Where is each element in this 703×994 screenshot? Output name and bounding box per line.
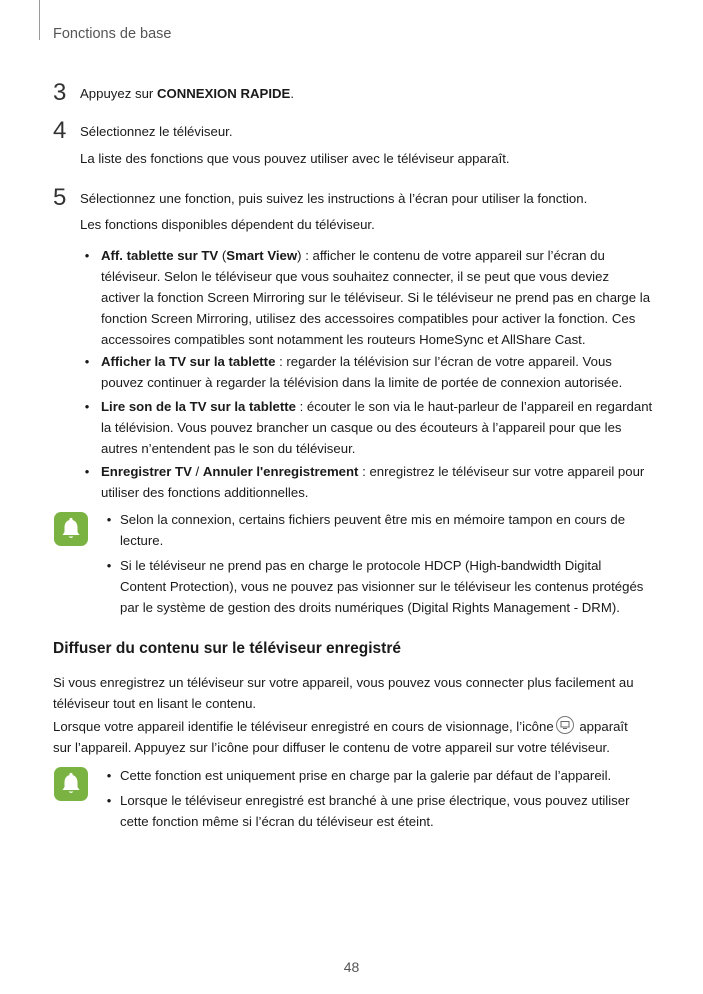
list-item-line: accessoires compatibles sont notamment les routeurs HomeSync et AllShare Cast.: [101, 332, 586, 347]
section-heading: Diffuser du contenu sur le téléviseur enregistré: [53, 640, 401, 657]
bullet: •: [106, 768, 112, 783]
step-number: 3: [53, 79, 67, 106]
list-item: Afficher la TV sur la tablette : regarder la télévision sur l’écran de votre appareil. Vous: [101, 354, 612, 369]
bullet: •: [106, 558, 112, 573]
bullet: •: [106, 512, 112, 527]
note-item-line: lecture.: [120, 533, 164, 548]
list-item: Enregistrer TV / Annuler l'enregistrement : enregistrez le téléviseur sur votre appareil pour: [101, 464, 645, 479]
section-header: Fonctions de base: [53, 26, 172, 42]
step-4-text: Sélectionnez le téléviseur.: [80, 124, 233, 139]
note-item: Si le téléviseur ne prend pas en charge le protocole HDCP (High-bandwidth Digital: [120, 558, 602, 573]
page-number: 48: [343, 959, 360, 975]
screen-cast-icon: [556, 716, 574, 734]
list-item-line: la télévision. Vous pouvez brancher un casque ou des écouteurs à l’appareil pour que les: [101, 420, 622, 435]
note-item-line: cette fonction même si l’écran du téléviseur est éteint.: [120, 814, 434, 829]
paragraph-line: Lorsque votre appareil identifie le téléviseur enregistré en cours de visionnage, l’icône apparaît: [53, 716, 628, 737]
bell-icon: [54, 767, 88, 801]
note-item: Selon la connexion, certains fichiers peuvent être mis en mémoire tampon en cours de: [120, 512, 626, 527]
list-item: Lire son de la TV sur la tablette : écouter le son via le haut-parleur de l’appareil en regardant: [101, 399, 653, 414]
note-item: Lorsque le téléviseur enregistré est branché à une prise électrique, vous pouvez utiliser: [120, 793, 630, 808]
note-item: Cette fonction est uniquement prise en charge par la galerie par défaut de l’appareil.: [120, 768, 612, 783]
list-item-line: téléviseur. Selon le téléviseur que vous souhaitez connecter, il se peut que vous deviez: [101, 269, 610, 284]
note-item-line: Content Protection), vous ne pouvez pas visionner sur le téléviseur les contenus protégés: [120, 579, 644, 594]
paragraph-line: Si vous enregistrez un téléviseur sur votre appareil, vous pouvez vous connecter plus facilement au: [53, 675, 634, 690]
paragraph-line: sur l’appareil. Appuyez sur l’icône pour diffuser le contenu de votre appareil sur votre téléviseur.: [53, 740, 610, 755]
step-4-detail: La liste des fonctions que vous pouvez utiliser avec le téléviseur apparaît.: [80, 151, 510, 166]
step-number: 4: [53, 117, 67, 144]
list-item-line: pouvez continuer à regarder la télévision dans la limite de portée de connexion autorisée.: [101, 375, 623, 390]
bullet: •: [84, 399, 90, 414]
list-item-line: utiliser des fonctions additionnelles.: [101, 485, 309, 500]
bullet: •: [84, 248, 90, 263]
step-3-text: Appuyez sur CONNEXION RAPIDE.: [80, 86, 294, 101]
margin-rule: [39, 0, 40, 40]
list-item-line: activer la fonction Screen Mirroring sur le téléviseur. Si le téléviseur ne prend pas en charge la: [101, 290, 651, 305]
step-number: 5: [53, 184, 67, 211]
list-item-line: autres n’entendent pas le son du téléviseur.: [101, 441, 356, 456]
step-5-text: Sélectionnez une fonction, puis suivez les instructions à l’écran pour utiliser la fonction.: [80, 191, 588, 206]
list-item-line: fonction Screen Mirroring, utilisez des accessoires compatibles pour activer la fonction. Ces: [101, 311, 636, 326]
list-item: Aff. tablette sur TV (Smart View) : afficher le contenu de votre appareil sur l’écran du: [101, 248, 605, 263]
step-5-detail: Les fonctions disponibles dépendent du téléviseur.: [80, 217, 375, 232]
bullet: •: [84, 464, 90, 479]
note-item-line: par le système de gestion des droits numériques (Digital Rights Management - DRM).: [120, 600, 620, 615]
bell-icon: [54, 512, 88, 546]
bullet: •: [106, 793, 112, 808]
paragraph-line: téléviseur tout en lisant le contenu.: [53, 696, 257, 711]
bullet: •: [84, 354, 90, 369]
